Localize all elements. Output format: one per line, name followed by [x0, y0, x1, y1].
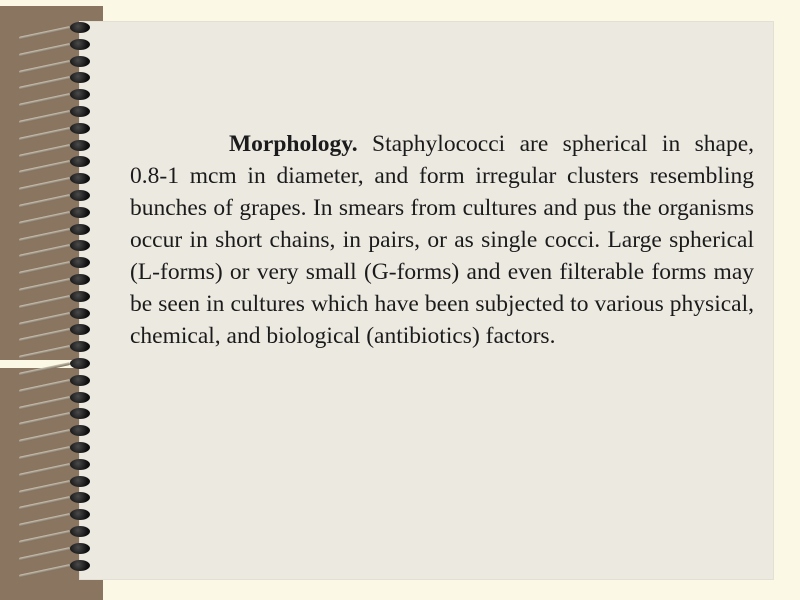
spiral-ring — [14, 306, 94, 324]
ring-hole-icon — [70, 190, 90, 201]
ring-hole-icon — [70, 341, 90, 352]
spiral-ring — [14, 490, 94, 508]
ring-hole-icon — [70, 56, 90, 67]
ring-hole-icon — [70, 526, 90, 537]
ring-hole-icon — [70, 324, 90, 335]
ring-hole-icon — [70, 492, 90, 503]
ring-wire — [19, 564, 70, 578]
ring-hole-icon — [70, 224, 90, 235]
slide-text — [130, 128, 754, 352]
ring-hole-icon — [70, 308, 90, 319]
ring-hole-icon — [70, 140, 90, 151]
ring-hole-icon — [70, 106, 90, 117]
spiral-ring — [14, 289, 94, 307]
spiral-ring — [14, 423, 94, 441]
spiral-ring — [14, 356, 94, 374]
spiral-ring — [14, 390, 94, 408]
ring-hole-icon — [70, 543, 90, 554]
spiral-ring — [14, 20, 94, 38]
spiral-ring — [14, 171, 94, 189]
ring-hole-icon — [70, 173, 90, 184]
spiral-ring — [14, 121, 94, 139]
ring-hole-icon — [70, 560, 90, 571]
spiral-ring — [14, 474, 94, 492]
spiral-ring — [14, 154, 94, 172]
ring-hole-icon — [70, 240, 90, 251]
ring-hole-icon — [70, 39, 90, 50]
spiral-ring — [14, 507, 94, 525]
spiral-ring — [14, 54, 94, 72]
spiral-ring — [14, 104, 94, 122]
ring-hole-icon — [70, 442, 90, 453]
ring-hole-icon — [70, 425, 90, 436]
ring-hole-icon — [70, 257, 90, 268]
ring-hole-icon — [70, 358, 90, 369]
ring-hole-icon — [70, 89, 90, 100]
ring-hole-icon — [70, 291, 90, 302]
spiral-ring — [14, 138, 94, 156]
ring-hole-icon — [70, 123, 90, 134]
spiral-ring — [14, 37, 94, 55]
spiral-ring — [14, 541, 94, 559]
spiral-ring — [14, 272, 94, 290]
ring-hole-icon — [70, 72, 90, 83]
spiral-ring — [14, 457, 94, 475]
ring-hole-icon — [70, 22, 90, 33]
ring-hole-icon — [70, 509, 90, 520]
spiral-ring — [14, 255, 94, 273]
spiral-ring — [14, 70, 94, 88]
spiral-ring — [14, 440, 94, 458]
ring-hole-icon — [70, 408, 90, 419]
ring-hole-icon — [70, 476, 90, 487]
spiral-ring — [14, 238, 94, 256]
spiral-ring — [14, 524, 94, 542]
spiral-ring — [14, 188, 94, 206]
ring-hole-icon — [70, 459, 90, 470]
spiral-ring — [14, 205, 94, 223]
ring-hole-icon — [70, 156, 90, 167]
spiral-ring — [14, 87, 94, 105]
body-text: Staphylococci are spherical in shape, 0.8-1 mcm in diameter, and form irregular clusters resembling bunches of grapes. In smears from cultures and pus the organisms occur in short chains, in pairs, or as single cocci. Large spherical (L-forms) or very small (G-forms) and even filterable forms may be seen in cultures which have been subjected to various physical, chemical, and biological (antibiotics) factors. — [130, 131, 754, 349]
ring-hole-icon — [70, 274, 90, 285]
spiral-ring — [14, 339, 94, 357]
spiral-binding — [14, 20, 94, 580]
ring-hole-icon — [70, 392, 90, 403]
section-heading: Morphology. — [229, 131, 358, 157]
spiral-ring — [14, 373, 94, 391]
ring-hole-icon — [70, 207, 90, 218]
spiral-ring — [14, 406, 94, 424]
spiral-ring — [14, 558, 94, 576]
spiral-ring — [14, 222, 94, 240]
spiral-ring — [14, 322, 94, 340]
ring-hole-icon — [70, 375, 90, 386]
